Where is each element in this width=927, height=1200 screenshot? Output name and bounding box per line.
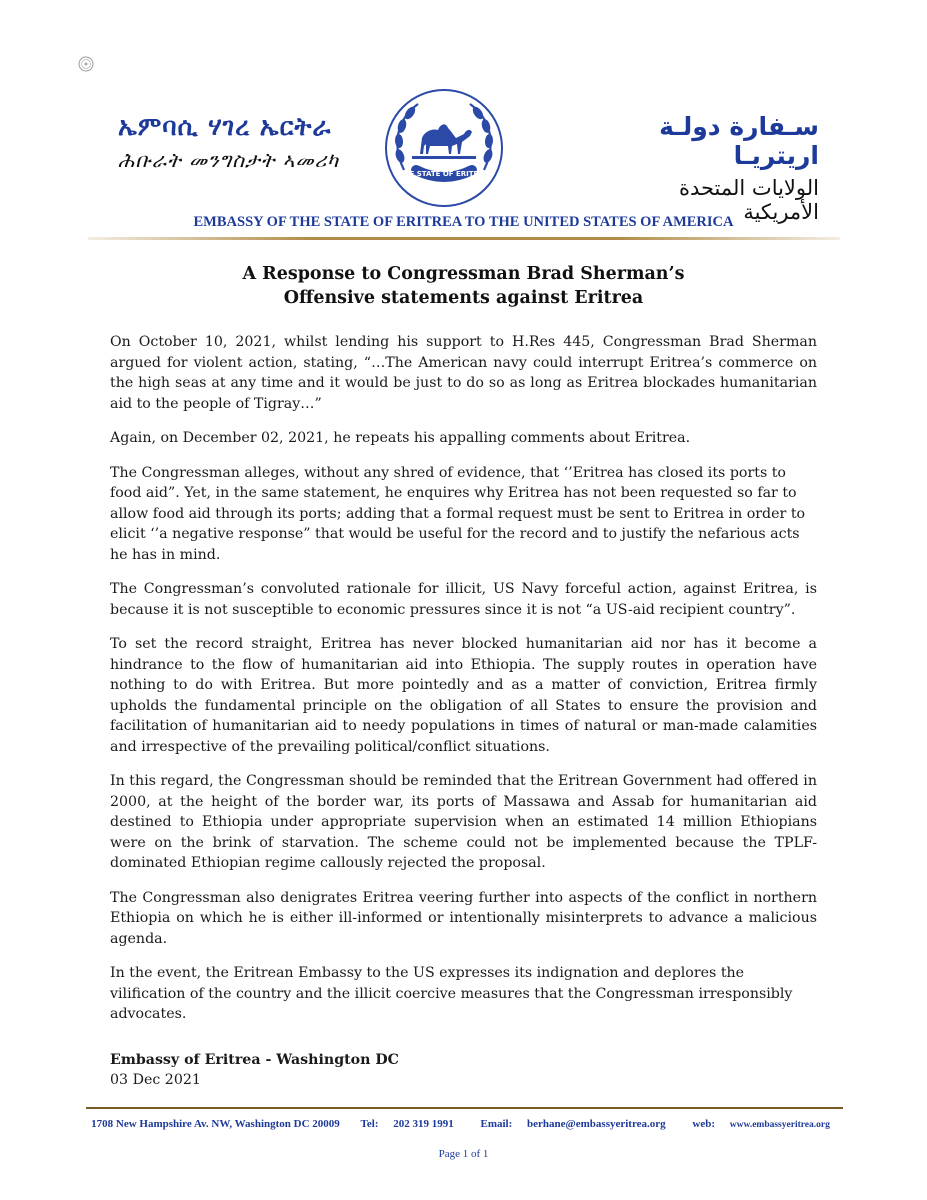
footer-email-label: Email: (480, 1118, 513, 1130)
footer-tel: 202 319 1991 (393, 1118, 454, 1130)
embassy-name-english: EMBASSY OF THE STATE OF ERITREA TO THE UNITED STATES OF AMERICA (193, 214, 734, 230)
signature-block (110, 1050, 510, 1090)
emblem-text: THE STATE OF ERITREA (398, 170, 490, 178)
paragraph-7: The Congressman also denigrates Eritrea veering further into aspects of the conflict in northern Ethiopia on which he is either ill-informed or intentionally misinterprets to advance a malicious agenda. (110, 889, 817, 947)
arabic-heading (599, 112, 819, 224)
tigrinya-embassy-name: ኤምባሲ ሃገረ ኤርትራ (118, 112, 332, 141)
signature-date: 03 Dec 2021 (110, 1072, 201, 1088)
tigrinya-heading (118, 112, 378, 172)
page-number: Page 1 of 1 (438, 1148, 489, 1160)
paragraph-2: Again, on December 02, 2021, he repeats his appalling comments about Eritrea. (110, 430, 691, 446)
footer-divider (86, 1107, 843, 1109)
letterhead (0, 0, 927, 240)
paragraph-8: In the event, the Eritrean Embassy to the US expresses its indignation and deplores the vilification of the country and the illicit coercive measures that the Congressman irresponsibly advocates. (110, 965, 793, 1022)
footer-tel-label: Tel: (360, 1118, 379, 1130)
document-body (110, 332, 817, 1039)
paragraph-1: On October 10, 2021, whilst lending his support to H.Res 445, Congressman Brad Sherman argued for violent action, stating, “…The American navy could interrupt Eritrea’s commerce on the high seas at any time and it would be just to do so as long as Eritrea blockades humanitarian aid to the people of Tigray…” (110, 334, 817, 412)
title-line-2: Offensive statements against Eritrea (283, 288, 644, 308)
header-divider (88, 237, 840, 240)
title-line-1: A Response to Congressman Brad Sherman’s (242, 264, 685, 284)
paragraph-6: In this regard, the Congressman should be reminded that the Eritrean Government had offered in 2000, at the height of the border war, its ports of Massawa and Assab for humanitarian aid destined to Ethiopia under appropriate supervision when an estimated 14 million Ethiopians were on the brink of starvation. The scheme could not be implemented because the TPLF-dominated Ethiopian regime callously rejected the proposal. (110, 773, 817, 871)
paragraph-4: The Congressman’s convoluted rationale for illicit, US Navy forceful action, against Eritrea, is because it is not susceptible to economic pressures since it is not “a US-aid recipient country”. (110, 581, 817, 618)
signature-org: Embassy of Eritrea - Washington DC (110, 1052, 399, 1068)
footer-web-label: web: (692, 1118, 716, 1130)
paragraph-5: To set the record straight, Eritrea has never blocked humanitarian aid nor has it become a hindrance to the flow of humanitarian aid into Ethiopia. The supply routes in operation have nothing to do with Eritrea. But more pointedly and as a matter of conviction, Eritrea firmly upholds the fundamental principle on the obligation of all States to ensure the provision and facilitation of humanitarian aid to needy populations in times of natural or man-made calamities and irrespective of the prevailing political/conflict situations. (110, 636, 817, 755)
arabic-country-name: الولايات المتحدة الأمريكية (678, 176, 819, 224)
footer-contact (0, 1118, 927, 1130)
arabic-embassy-name: سـفارة دولـة اريتريـا (659, 112, 819, 170)
footer-web[interactable]: www.embassyeritrea.org (729, 1120, 830, 1130)
footer-email[interactable]: berhane@embassyeritrea.org (527, 1118, 666, 1130)
document-title (0, 262, 927, 310)
tigrinya-country-name: ሕቡራት መንግስታት ኣመሪካ (118, 148, 340, 172)
footer-address: 1708 New Hampshire Av. NW, Washington DC 20009 (91, 1118, 340, 1130)
paragraph-3: The Congressman alleges, without any shred of evidence, that ‘’Eritrea has closed its ports to food aid”. Yet, in the same statement, he enquires why Eritrea has not been requested so far to allow food aid through its ports; adding that a formal request must be sent to Eritrea in order to elicit ‘’a negative response” that would be useful for the record and to justify the nefarious acts he has in mind. (110, 464, 806, 563)
eritrea-emblem-icon (382, 86, 506, 210)
